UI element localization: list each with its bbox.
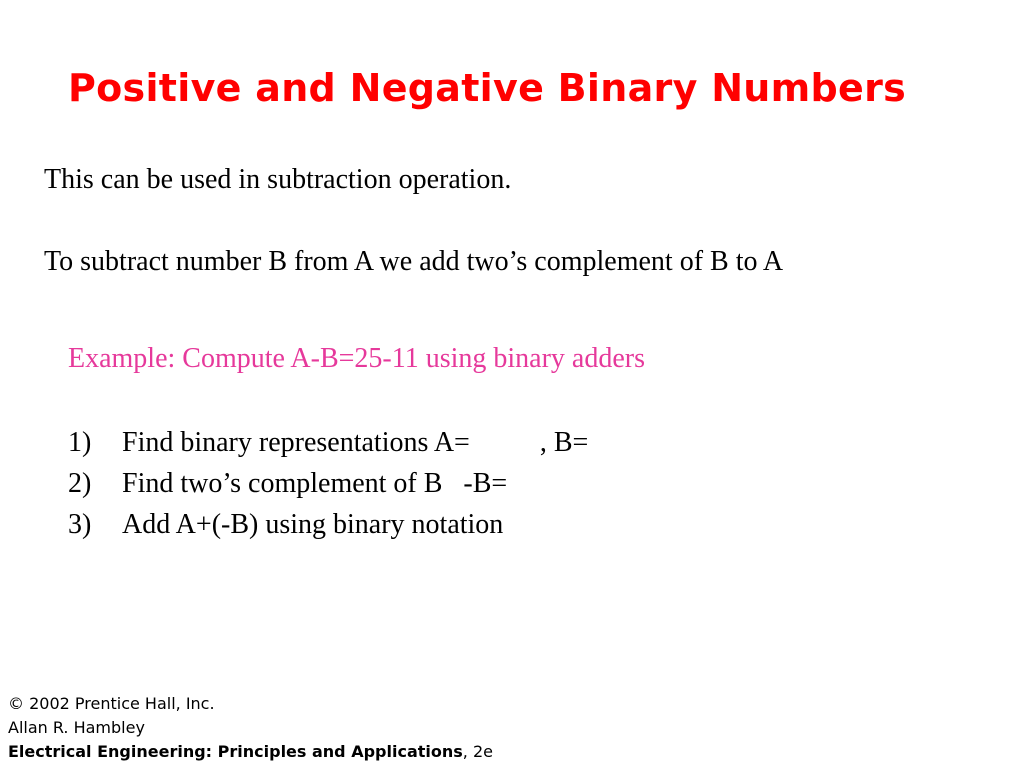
step-text: Find two’s complement of B -B=: [122, 468, 508, 499]
footer-edition: , 2e: [462, 742, 493, 761]
step-number: 1): [68, 427, 92, 458]
step-number: 3): [68, 509, 92, 540]
step-item: [68, 467, 588, 508]
intro-line-1: This can be used in subtraction operation.: [44, 164, 512, 195]
slide-title: Positive and Negative Binary Numbers: [68, 66, 907, 110]
step-item: [68, 508, 588, 549]
footer-author: Allan R. Hambley: [8, 718, 145, 737]
step-text: Add A+(-B) using binary notation: [122, 509, 504, 540]
step-number: 2): [68, 468, 92, 499]
step-item: [68, 426, 588, 467]
footer-book-title: Electrical Engineering: Principles and Applications: [8, 742, 463, 761]
intro-line-2: To subtract number B from A we add two’s complement of B to A: [44, 246, 784, 277]
example-line: Example: Compute A-B=25-11 using binary adders: [68, 343, 645, 374]
footer-book-line: [8, 740, 493, 764]
step-text: Find binary representations A= , B=: [122, 427, 589, 458]
steps-list: [68, 426, 588, 549]
footer-copyright: © 2002 Prentice Hall, Inc.: [8, 694, 215, 713]
slide-footer: [8, 692, 493, 764]
